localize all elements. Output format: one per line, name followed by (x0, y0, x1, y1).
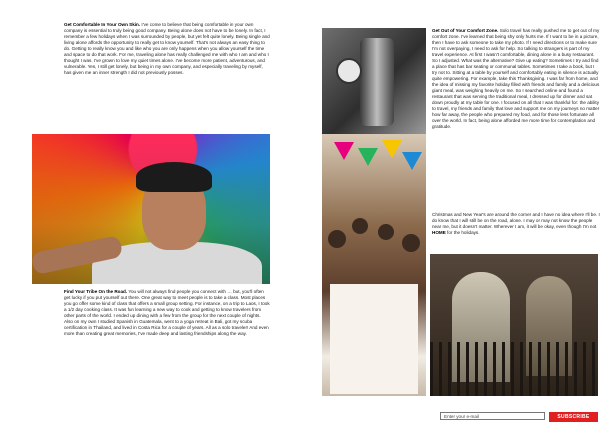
paragraph-holidays (432, 212, 600, 236)
paragraph-comfort-zone (432, 28, 600, 130)
subscribe-form (440, 412, 598, 422)
photo-scuba-tank (322, 28, 426, 134)
body-comfort-zone: Solo travel has really pushed me to get out of my comfort zone. I've learned that being shy only hurts me. If I want to be in a picture, then I have to ask someone to take my photo. If I need directions or to make sure I'm not overpaying, I need to ask for help. So talking to strangers is part of my travel experience. At first I wasn't comfortable, dining alone in a busy restaurant. So I adjusted. What was the alternative? Give up eating? Sometimes I try and find a place that has bar seating or communal tables. Sometimes I take a book, but I try not to. Sitting at a table by yourself and comfortably eating in silence is actually quite empowering. For example, take this Thanksgiving. I was far from home, and the idea of missing my favorite holiday filled with friends and family and a delicious giant meal, was weighing heavily on me. So I searched online and found a restaurant that was serving the traditional meal, I dressed up for dinner and sat down proudly at my table for one. I focused on all that I was thankful for: the ability to travel, my friends and family that love and support me on my journeys no matter how far away, the people who prepared my food, and for those less fortunate all over the world. In fact, being alone afforded me more time for contemplation and gratitude. (432, 28, 600, 129)
paragraph-comfortable (64, 22, 270, 76)
body-holidays: Christmas and New Year's are around the corner and I have no idea where I'll be. I do know that I will still be on the road, alone. I may or may not know the people near me, but it doesn't matter. Wherever I am, it will be okay, even though I'm not (432, 212, 600, 229)
email-input[interactable] (440, 412, 545, 420)
heading-comfortable: Get Comfortable In Your Own Skin. (64, 22, 141, 27)
body-holidays-tail: for the holidays. (445, 230, 480, 235)
photo-church-courtyard (430, 254, 598, 396)
subscribe-button[interactable]: SUBSCRIBE (549, 412, 598, 422)
photo-hot-air-balloon-selfie (32, 134, 270, 284)
heading-tribe: Find Your Tribe On the Road. (64, 289, 128, 294)
photo-group-dinner (322, 134, 426, 396)
paragraph-tribe (64, 289, 270, 337)
heading-comfort-zone: Get Out of Your Comfort Zone. (432, 28, 499, 33)
body-tribe: You will not always find people you connect with … but, you'll often get lucky if you put yourself out there. One great way to meet people is to take a class. Most places you go offer some kind of class that offers a small group setting. For instance, on a trip to Laos, I took a 1/2 day cooking class. It was fun learning a new way to cook and getting to know travelers from other parts of the world. I ended up dining with a few from the group for the next couple of nights. Also on my own I studied Spanish in Guatemala, went to a yoga retreat in Bali, got my scuba certification in Thailand, and lived in Costa Rica for a couple of years. All as a solo traveler! And even more than creating great memories, I've made deep and lasting friendships along the way. (64, 289, 270, 336)
emphasis-home: HOME (432, 230, 446, 235)
body-comfortable: I've come to believe that being comfortable in your own company is essential to truly being good company. Being alone does not have to be lonely. In fact, I remember a few holidays when I was surrounded by people, but yet felt quite lonely. Being single and living alone affords the opportunity to really get to know yourself. That's not always an easy thing to do. Getting to really know you and like who you are only happens when you allow yourself the time and space to do that work. For me, traveling alone has really challenged me with who I am and who I thought I was. I've grown to love my quiet times alone. I've become more patient, adventurous, and vulnerable. Yes, I still get lonely, but being in my own company, and especially traveling by myself, has given me an inner strength I did not previously posses. (64, 22, 270, 75)
